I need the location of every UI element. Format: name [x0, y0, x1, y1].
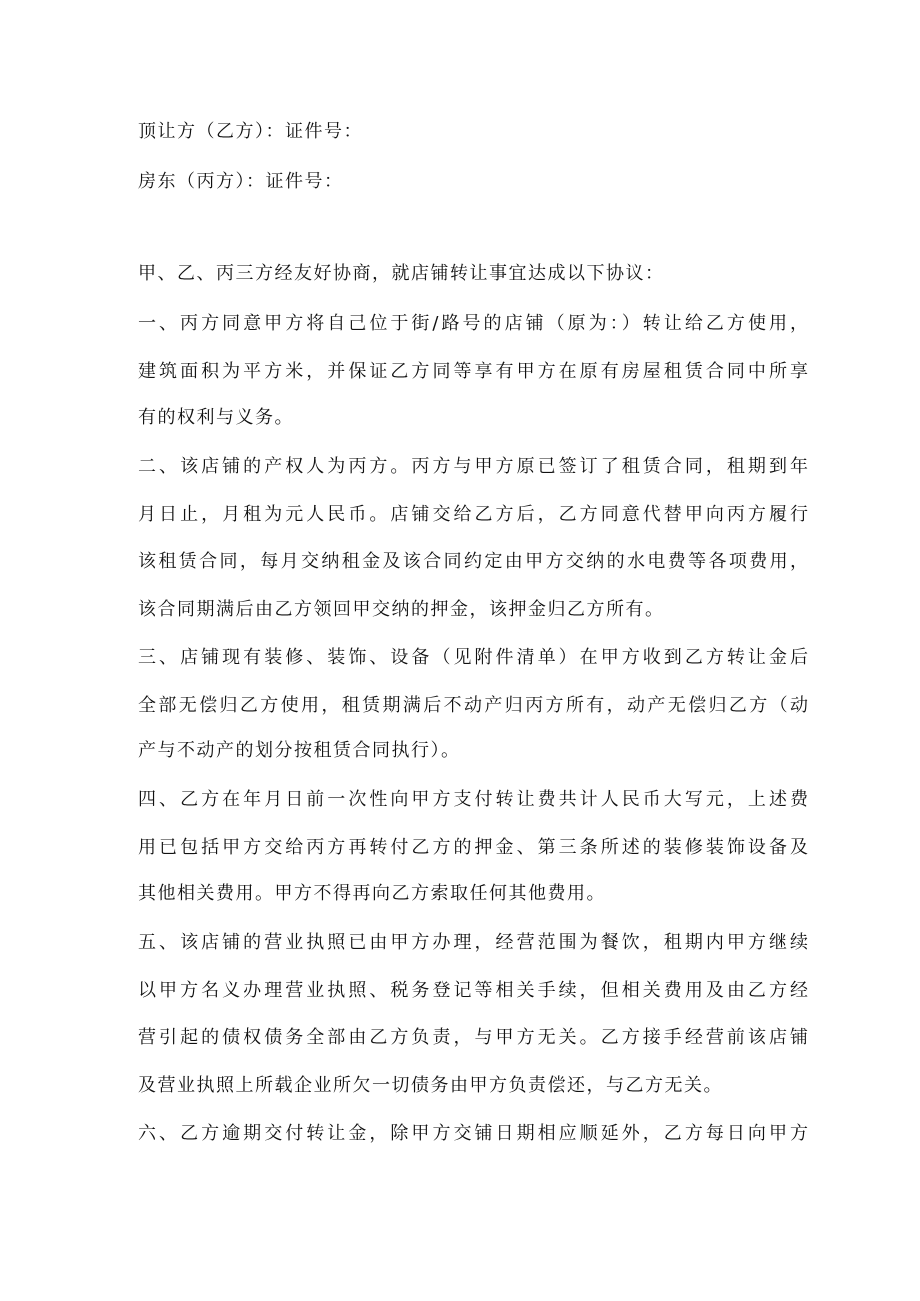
clause-line: 六、乙方逾期交付转让金，除甲方交铺日期相应顺延外，乙方每日向甲方: [138, 1123, 808, 1144]
clause-line: 三、店铺现有装修、装饰、设备（见附件清单）在甲方收到乙方转让金后: [138, 647, 808, 668]
clause-line: 该租赁合同，每月交纳租金及该合同约定由甲方交纳的水电费等各项费用，: [138, 551, 808, 572]
clause-line: 营引起的债权债务全部由乙方负责，与甲方无关。乙方接手经营前该店铺: [138, 1027, 808, 1048]
intro-paragraph: 甲、乙、丙三方经友好协商，就店铺转让事宜达成以下协议：: [138, 263, 665, 284]
clause-line: 月日止，月租为元人民币。店铺交给乙方后，乙方同意代替甲向丙方履行: [138, 504, 808, 525]
clause-line: 建筑面积为平方米，并保证乙方同等享有甲方在原有房屋租赁合同中所享: [138, 361, 808, 382]
transferee-line: 顶让方（乙方）：证件号：: [138, 121, 363, 142]
clause-line: 及营业执照上所载企业所欠一切债务由甲方负责偿还，与乙方无关。: [138, 1075, 723, 1096]
landlord-line: 房东（丙方）：证件号：: [138, 171, 344, 192]
clause-line: 二、该店铺的产权人为丙方。丙方与甲方原已签订了租赁合同，租期到年: [138, 456, 808, 477]
clause-line: 其他相关费用。甲方不得再向乙方索取任何其他费用。: [138, 883, 606, 904]
clause-line: 一、丙方同意甲方将自己位于街/路号的店铺（原为：）转让给乙方使用，: [138, 313, 808, 334]
clause-line: 产与不动产的划分按租赁合同执行）。: [138, 740, 461, 761]
clause-line: 以甲方名义办理营业执照、税务登记等相关手续，但相关费用及由乙方经: [138, 980, 808, 1001]
clause-line: 四、乙方在年月日前一次性向甲方支付转让费共计人民币大写元，上述费: [138, 789, 808, 810]
clause-line: 全部无偿归乙方使用，租赁期满后不动产归丙方所有，动产无偿归乙方（动: [138, 695, 808, 716]
clause-line: 五、该店铺的营业执照已由甲方办理，经营范围为餐饮，租期内甲方继续: [138, 932, 808, 953]
clause-line: 该合同期满后由乙方领回甲交纳的押金，该押金归乙方所有。: [138, 599, 665, 620]
clause-line: 有的权利与义务。: [138, 407, 294, 428]
clause-line: 用已包括甲方交给丙方再转付乙方的押金、第三条所述的装修装饰设备及: [138, 837, 808, 858]
